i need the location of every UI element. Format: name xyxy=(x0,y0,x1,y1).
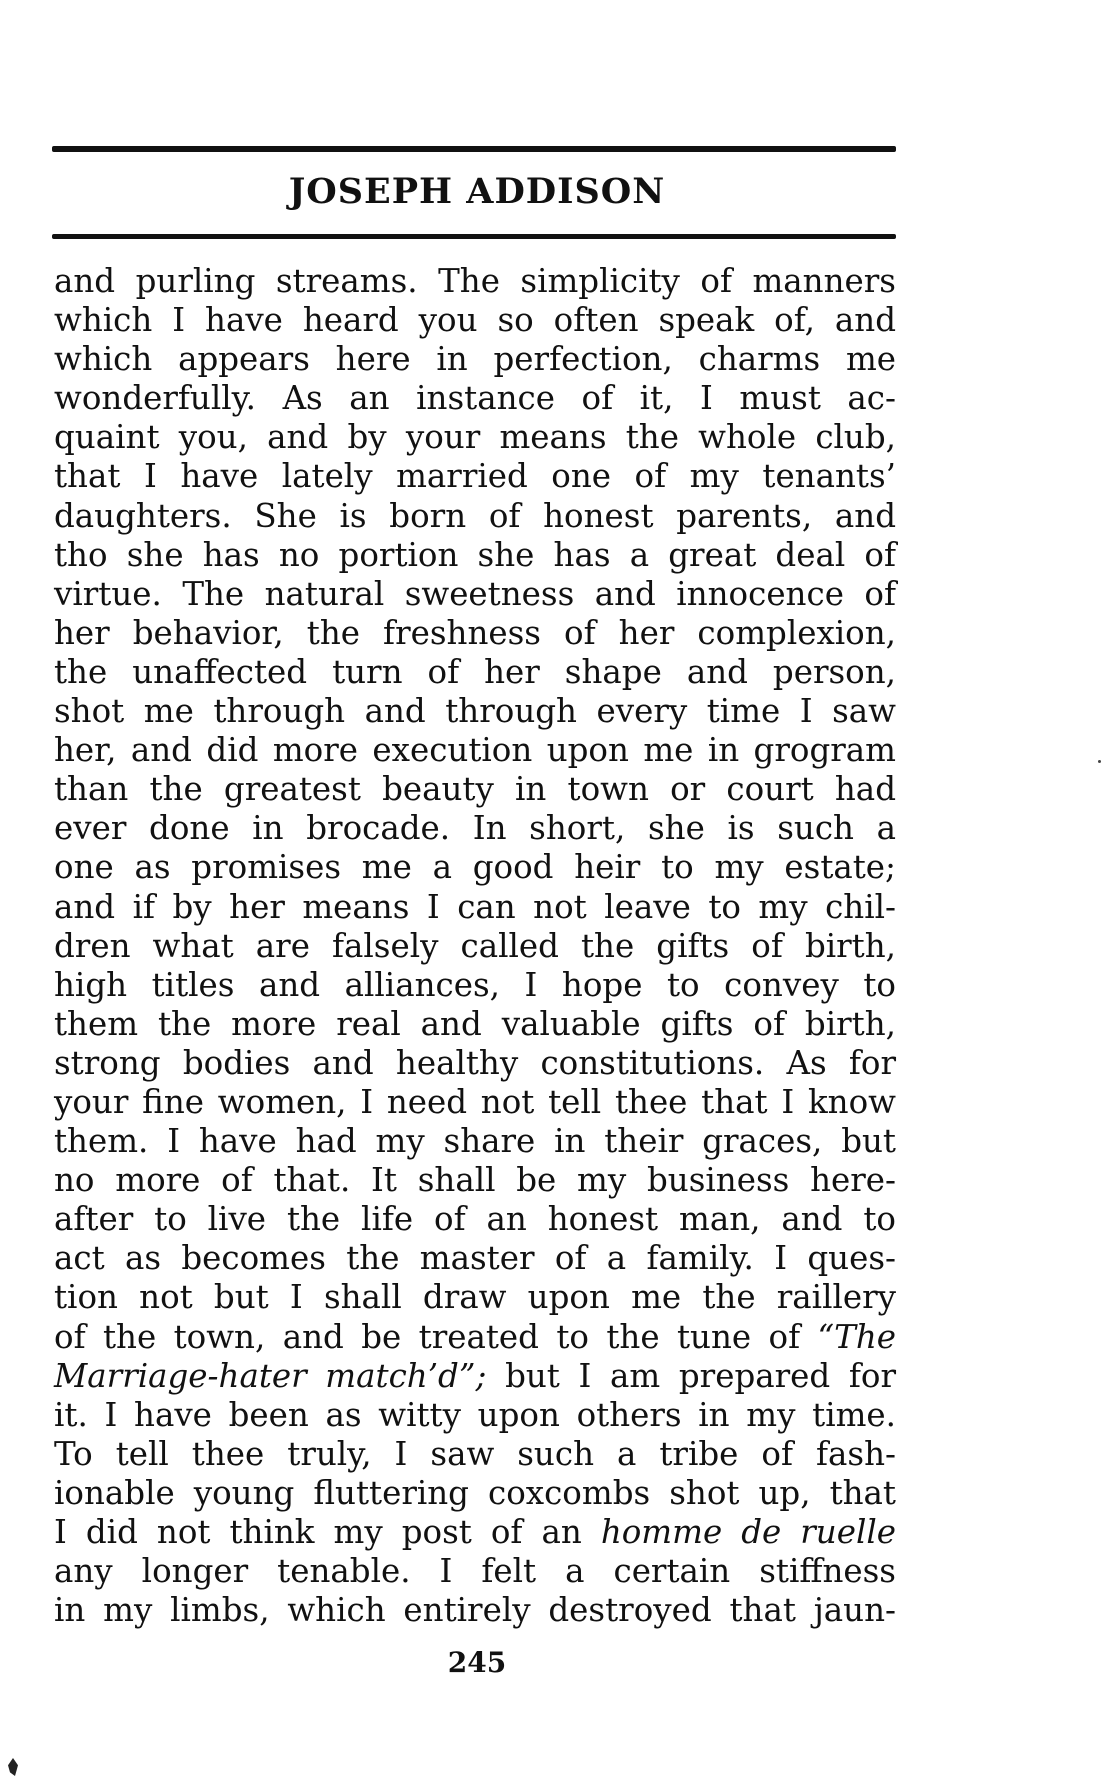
line-text-roman: I did not think my post of an xyxy=(54,1513,601,1551)
line-text-roman: but I am prepared for xyxy=(486,1356,896,1395)
text-line: one as promises me a good heir to my estate; xyxy=(54,848,896,887)
text-line: dren what are falsely called the gifts of birth, xyxy=(54,926,896,965)
book-title-end: Marriage-hater match’d”; xyxy=(54,1356,487,1395)
text-line: daughters. She is born of honest parents, and xyxy=(54,496,896,535)
text-line: strong bodies and healthy constitutions. As for xyxy=(54,1043,896,1082)
text-line: ever done in brocade. In short, she is such a xyxy=(54,809,896,848)
text-line: To tell thee truly, I saw such a tribe of fash- xyxy=(54,1434,896,1473)
running-head: JOSEPH ADDISON xyxy=(288,171,666,212)
text-line xyxy=(54,1318,896,1357)
text-line: tion not but I shall draw upon me the raillery xyxy=(54,1278,896,1317)
text-line: them the more real and valuable gifts of birth, xyxy=(54,1004,896,1043)
text-line: and if by her means I can not leave to my chil- xyxy=(54,887,896,926)
text-line: ionable young fluttering coxcombs shot up, that xyxy=(54,1473,896,1512)
page-number: 245 xyxy=(447,1646,507,1679)
scan-artifact-mark xyxy=(8,1758,18,1776)
text-line: that I have lately married one of my tenants’ xyxy=(54,457,896,496)
text-line: after to live the life of an honest man, and to xyxy=(54,1200,896,1239)
header-rule-top xyxy=(52,146,896,152)
text-line: act as becomes the master of a family. I ques- xyxy=(54,1239,896,1278)
text-line: them. I have had my share in their graces, but xyxy=(54,1122,896,1161)
text-line xyxy=(54,1357,896,1396)
text-line xyxy=(54,1513,896,1552)
text-line: virtue. The natural sweetness and innocence of xyxy=(54,574,896,613)
text-line: which appears here in perfection, charms me xyxy=(54,340,896,379)
text-line: and purling streams. The simplicity of manners xyxy=(54,262,896,300)
text-line: tho she has no portion she has a great deal of xyxy=(54,535,896,574)
line-text-roman: of the town, and be treated to the tune of xyxy=(54,1317,818,1356)
text-line: it. I have been as witty upon others in my time. xyxy=(54,1395,896,1434)
text-line: her, and did more execution upon me in grogram xyxy=(54,731,896,770)
text-line: wonderfully. As an instance of it, I must ac- xyxy=(54,379,896,418)
text-line: no more of that. It shall be my business here- xyxy=(54,1161,896,1200)
text-line: than the greatest beauty in town or court had xyxy=(54,770,896,809)
scan-speck xyxy=(1098,760,1101,763)
text-line: any longer tenable. I felt a certain stiffness xyxy=(54,1552,896,1591)
text-line: your fine women, I need not tell thee that I know xyxy=(54,1082,896,1121)
text-line: the unaffected turn of her shape and person, xyxy=(54,652,896,691)
text-line: quaint you, and by your means the whole club, xyxy=(54,418,896,457)
text-line: high titles and alliances, I hope to convey to xyxy=(54,965,896,1004)
text-line: her behavior, the freshness of her complexion, xyxy=(54,613,896,652)
book-title-start: “The xyxy=(817,1317,896,1356)
body-text xyxy=(54,262,896,1630)
foreign-phrase: homme de ruelle xyxy=(600,1513,896,1551)
text-line: shot me through and through every time I saw xyxy=(54,692,896,731)
text-line: which I have heard you so often speak of, and xyxy=(54,301,896,340)
text-line: in my limbs, which entirely destroyed that jaun- xyxy=(54,1591,896,1630)
header-rule-bottom xyxy=(52,234,896,239)
